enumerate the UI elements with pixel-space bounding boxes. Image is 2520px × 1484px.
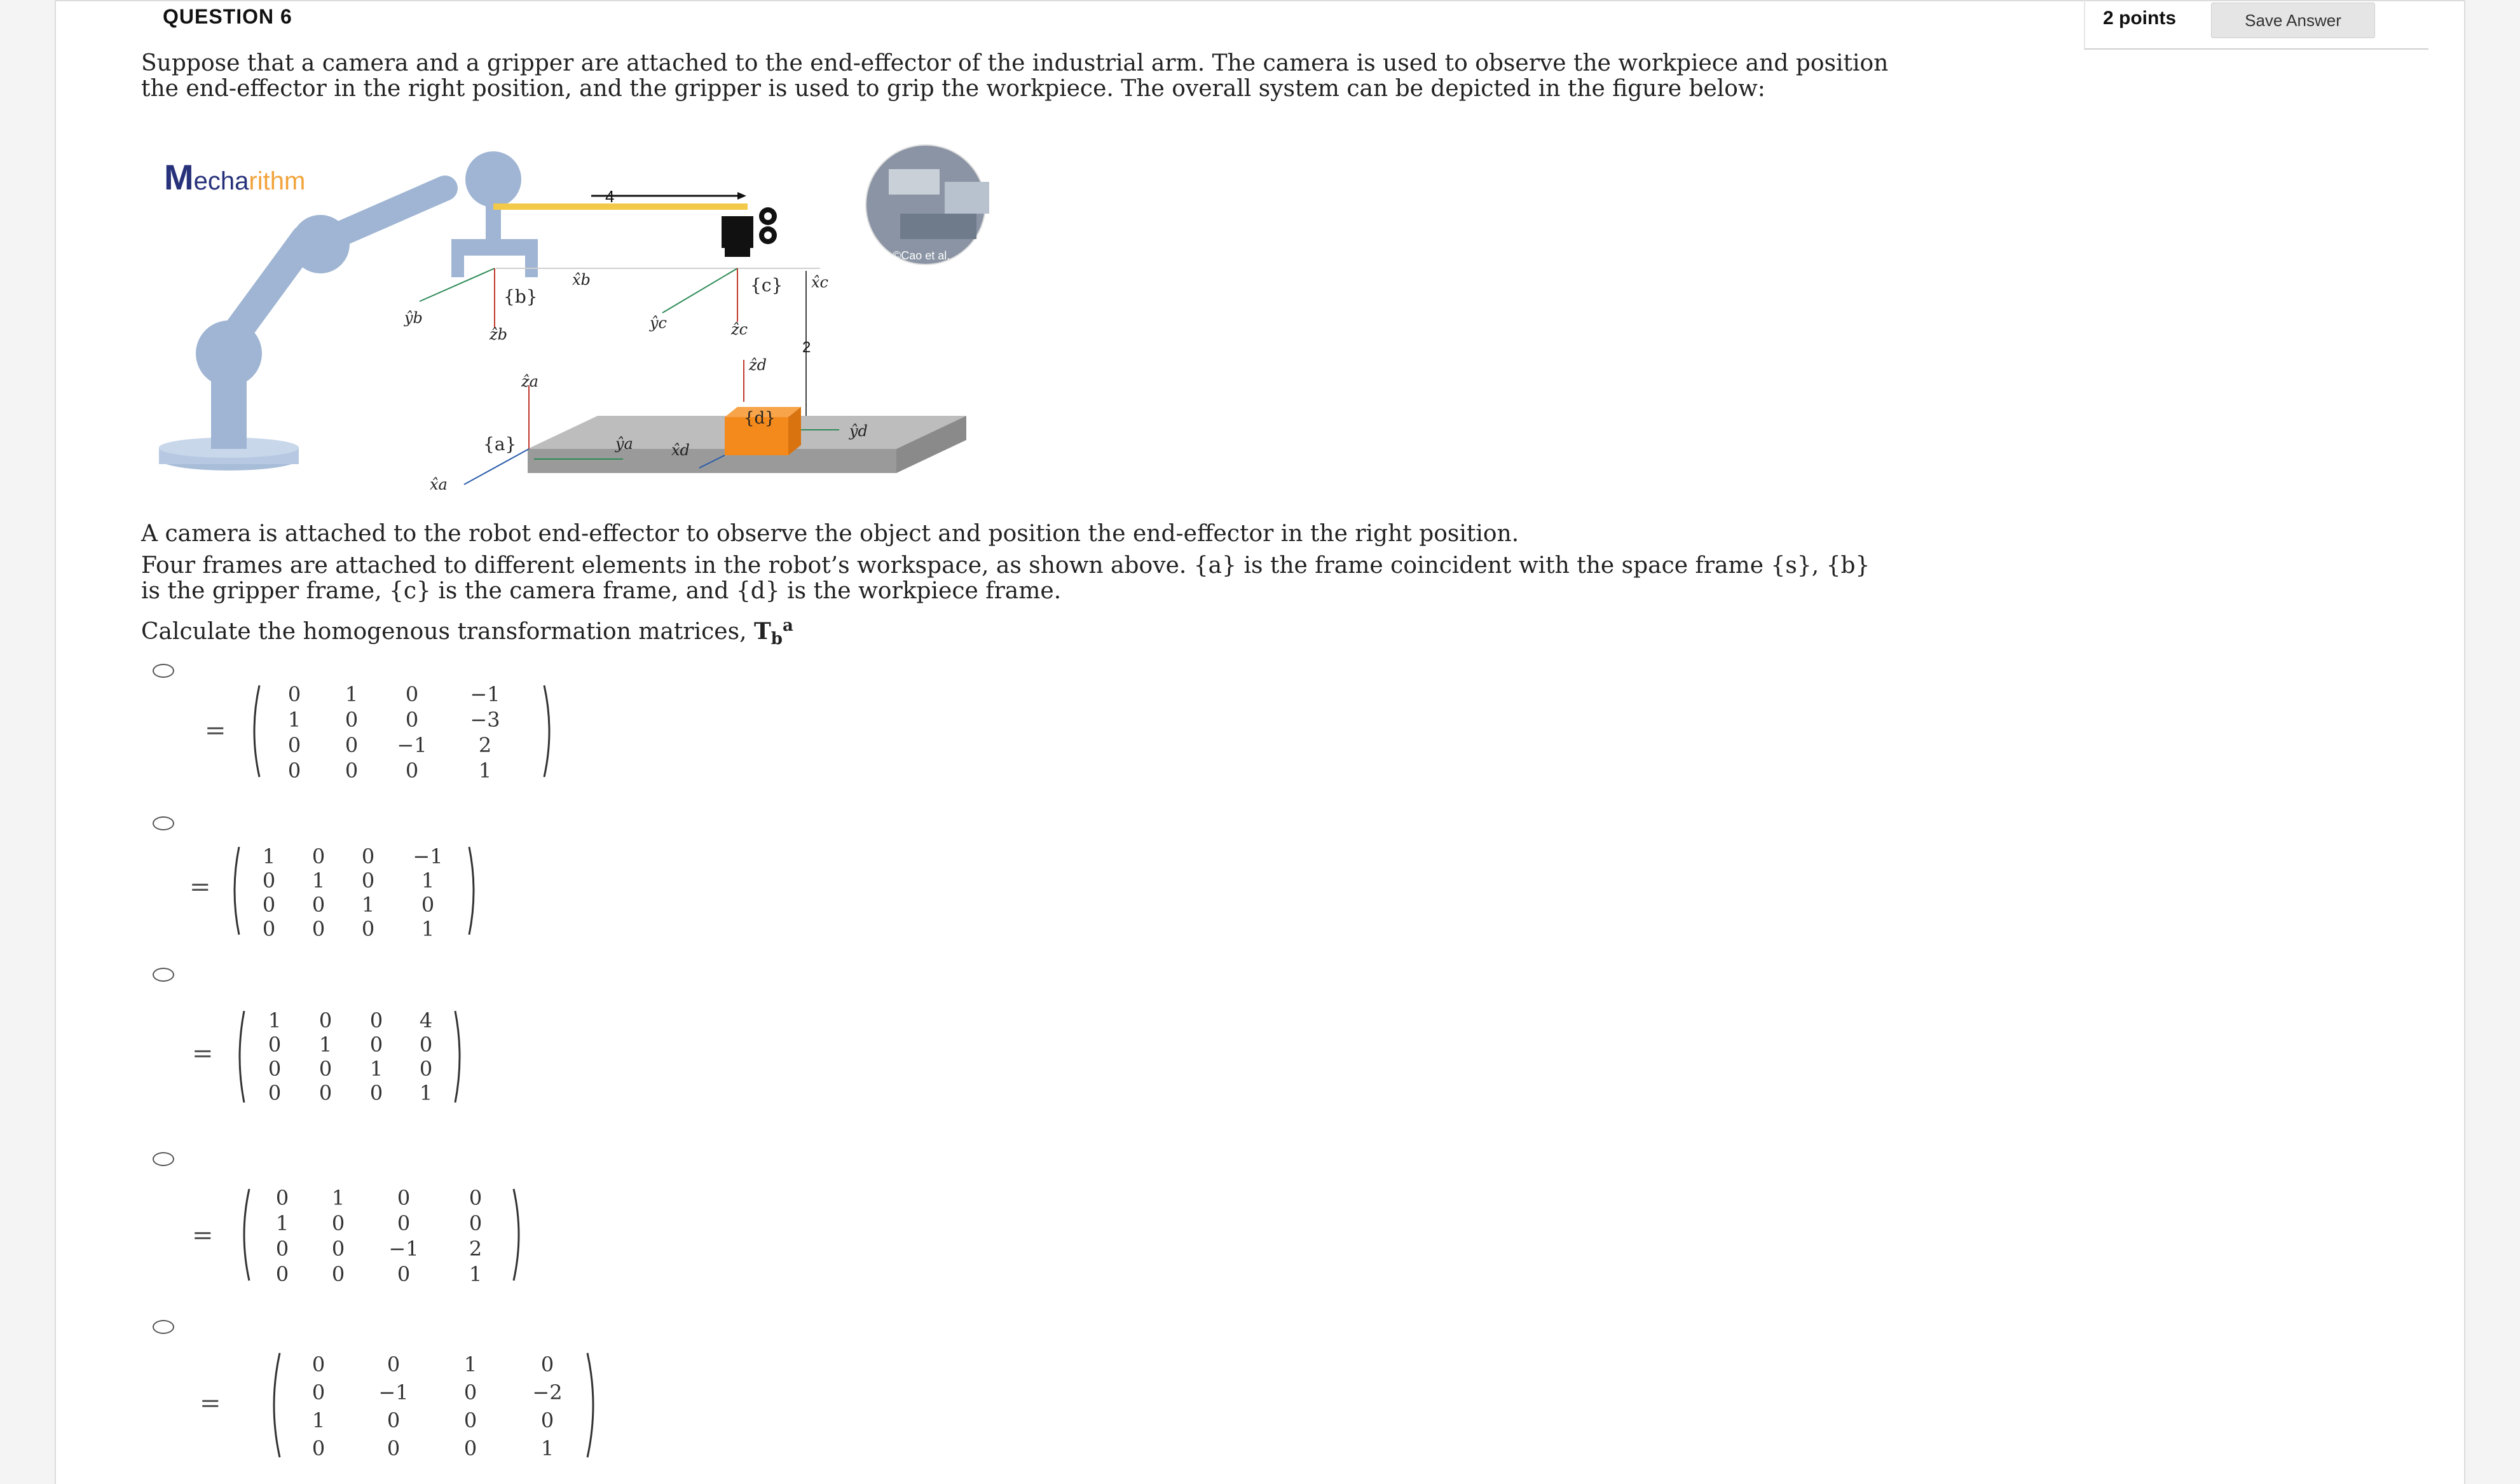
matrix-cell: 0 xyxy=(275,1186,289,1210)
svg-text:{d}: {d} xyxy=(744,409,776,428)
camera-mount-bar xyxy=(493,203,748,210)
matrix-cell: 1 xyxy=(318,1033,332,1057)
matrix-cell: 4 xyxy=(419,1008,433,1033)
save-answer-button[interactable]: Save Answer xyxy=(2211,3,2375,38)
matrix-cell: 0 xyxy=(312,917,325,941)
question-intro: Suppose that a camera and a gripper are attached to the end-effector of the industrial arm. The camera is used to observe the workpiece and position the end-effector in the right position, and the gripper is used to grip the workpiece. The overall system can be depicted in the figure below: xyxy=(141,50,1889,102)
svg-text:ŷa: ŷa xyxy=(615,435,633,453)
matrix-cell: 0 xyxy=(369,1033,383,1057)
option-1-radio[interactable] xyxy=(153,664,174,678)
matrix-cell: 0 xyxy=(540,1352,554,1377)
matrix-cell: 0 xyxy=(469,1211,483,1235)
matrix-cell: 0 xyxy=(331,1237,345,1261)
camera-icon xyxy=(722,207,777,257)
svg-text:ẑa: ẑa xyxy=(521,373,538,390)
upper-arm xyxy=(343,188,445,233)
matrix-cell: 0 xyxy=(318,1057,332,1081)
matrix-cell: 0 xyxy=(387,1408,401,1432)
matrix-cell: −1 xyxy=(388,1237,419,1261)
svg-text:ẑb: ẑb xyxy=(490,326,508,343)
matrix-cell: 2 xyxy=(478,733,492,757)
option-2-equals: = xyxy=(189,872,211,902)
matrix-cell: −1 xyxy=(470,682,500,706)
matrix-cell: 1 xyxy=(478,759,492,783)
matrix-cell: −1 xyxy=(413,844,443,869)
matrix-cell: 1 xyxy=(421,869,435,893)
matrix-cell: 0 xyxy=(318,1008,332,1033)
matrix-cell: 0 xyxy=(405,708,419,732)
matrix-cell: 0 xyxy=(397,1262,411,1286)
matrix-cell: 0 xyxy=(268,1033,282,1057)
matrix-cell: 0 xyxy=(345,733,359,757)
matrix-cell: 0 xyxy=(540,1408,554,1432)
matrix-cell: 0 xyxy=(262,869,276,893)
mecharithm-logo: Mecharithm xyxy=(164,157,306,197)
option-1-equals: = xyxy=(205,716,226,745)
matrix-cell: 0 xyxy=(268,1057,282,1081)
matrix-cell: 0 xyxy=(387,1436,401,1460)
matrix-symbol: $T_b^a$ xyxy=(753,616,793,649)
option-4-equals: = xyxy=(192,1221,214,1250)
matrix-cell: 0 xyxy=(369,1008,383,1033)
points-label: 2 points xyxy=(2103,8,2177,29)
matrix-cell: 1 xyxy=(361,893,375,917)
svg-text:ẑd: ẑd xyxy=(749,356,767,374)
option-5-matrix xyxy=(268,1348,599,1462)
svg-text:{c}: {c} xyxy=(750,275,783,296)
matrix-cell: 1 xyxy=(275,1211,289,1235)
matrix-cell: 1 xyxy=(268,1008,282,1033)
svg-text:x̂b: x̂b xyxy=(572,271,591,289)
matrix-cell: 0 xyxy=(361,844,375,869)
distance-4-label: 4 xyxy=(605,187,615,206)
svg-text:x̂a: x̂a xyxy=(430,476,448,493)
matrix-cell: 1 xyxy=(540,1436,554,1460)
matrix-cell: 1 xyxy=(419,1081,433,1105)
option-1-matrix xyxy=(249,680,554,782)
description-camera: A camera is attached to the robot end-effector to observe the object and position the end-effector in the right position. xyxy=(141,521,1519,547)
matrix-cell: 0 xyxy=(361,917,375,941)
matrix-cell: 1 xyxy=(312,1408,325,1432)
left-gutter xyxy=(0,0,56,1484)
matrix-cell: 0 xyxy=(419,1033,433,1057)
matrix-cell: 0 xyxy=(419,1057,433,1081)
matrix-cell: 0 xyxy=(463,1380,477,1405)
matrix-cell: 0 xyxy=(312,893,325,917)
matrix-cell: 1 xyxy=(369,1057,383,1081)
question-title: QUESTION 6 xyxy=(163,5,292,28)
matrix-cell: 0 xyxy=(387,1352,401,1377)
svg-text:ŷc: ŷc xyxy=(650,314,667,332)
matrix-cell: −2 xyxy=(532,1380,563,1405)
matrix-cell: 1 xyxy=(421,917,435,941)
svg-text:x̂d: x̂d xyxy=(671,441,690,459)
option-3-matrix xyxy=(235,1007,464,1106)
matrix-cell: 0 xyxy=(369,1081,383,1105)
question-prompt: Calculate the homogenous transformation matrices, $T_b^a$ xyxy=(141,616,793,649)
matrix-cell: 1 xyxy=(469,1262,483,1286)
matrix-cell: 1 xyxy=(262,844,276,869)
matrix-cell: 0 xyxy=(262,917,276,941)
matrix-cell: 0 xyxy=(331,1262,345,1286)
matrix-cell: 0 xyxy=(397,1211,411,1235)
option-3-radio[interactable] xyxy=(153,968,174,982)
option-2-matrix xyxy=(230,843,478,941)
matrix-cell: 2 xyxy=(469,1237,483,1261)
option-2-radio[interactable] xyxy=(153,816,174,830)
matrix-cell: 0 xyxy=(312,844,325,869)
matrix-cell: 1 xyxy=(331,1186,345,1210)
option-5-radio[interactable] xyxy=(153,1320,174,1334)
matrix-cell: 0 xyxy=(312,1380,325,1405)
svg-text:ẑc: ẑc xyxy=(731,320,748,338)
matrix-cell: 0 xyxy=(397,1186,411,1210)
svg-text:{a}: {a} xyxy=(483,434,517,455)
matrix-cell: 0 xyxy=(287,733,301,757)
matrix-cell: 0 xyxy=(345,708,359,732)
matrix-cell: 0 xyxy=(312,1352,325,1377)
matrix-cell: −1 xyxy=(378,1380,409,1405)
matrix-cell: 0 xyxy=(405,759,419,783)
matrix-cell: 0 xyxy=(421,893,435,917)
option-4-radio[interactable] xyxy=(153,1152,174,1166)
matrix-cell: 0 xyxy=(287,759,301,783)
svg-text:{b}: {b} xyxy=(503,286,538,307)
matrix-cell: 1 xyxy=(345,682,359,706)
matrix-cell: −3 xyxy=(470,708,500,732)
matrix-cell: 0 xyxy=(318,1081,332,1105)
option-5-equals: = xyxy=(200,1389,221,1418)
matrix-cell: 0 xyxy=(262,893,276,917)
matrix-cell: 0 xyxy=(275,1262,289,1286)
option-4-matrix xyxy=(239,1184,524,1286)
matrix-cell: 0 xyxy=(275,1237,289,1261)
matrix-cell: 0 xyxy=(463,1408,477,1432)
robot-workspace-figure xyxy=(153,144,1068,500)
matrix-cell: 0 xyxy=(331,1211,345,1235)
matrix-cell: 0 xyxy=(463,1436,477,1460)
photo-credit: ©Cao et al. xyxy=(893,249,950,262)
matrix-cell: 0 xyxy=(268,1081,282,1105)
matrix-cell: 0 xyxy=(312,1436,325,1460)
matrix-cell: −1 xyxy=(397,733,427,757)
right-gutter xyxy=(2464,0,2520,1484)
svg-text:x̂c: x̂c xyxy=(811,273,828,291)
matrix-cell: 0 xyxy=(345,759,359,783)
distance-2-label: 2 xyxy=(802,339,811,356)
matrix-cell: 0 xyxy=(287,682,301,706)
gripper xyxy=(451,239,538,256)
matrix-cell: 0 xyxy=(361,869,375,893)
matrix-cell: 0 xyxy=(405,682,419,706)
svg-text:ŷd: ŷd xyxy=(849,422,868,440)
matrix-cell: 0 xyxy=(469,1186,483,1210)
matrix-cell: 1 xyxy=(312,869,325,893)
svg-text:ŷb: ŷb xyxy=(404,309,423,327)
option-3-equals: = xyxy=(192,1039,214,1068)
matrix-cell: 1 xyxy=(287,708,301,732)
description-frames: Four frames are attached to different elements in the robot’s workspace, as shown above. {a} is the frame coincident with the space frame {s}, {b} is the gripper frame, {c} is the camera frame, and {d} is the workpiece frame. xyxy=(141,553,1870,604)
matrix-cell: 1 xyxy=(463,1352,477,1377)
